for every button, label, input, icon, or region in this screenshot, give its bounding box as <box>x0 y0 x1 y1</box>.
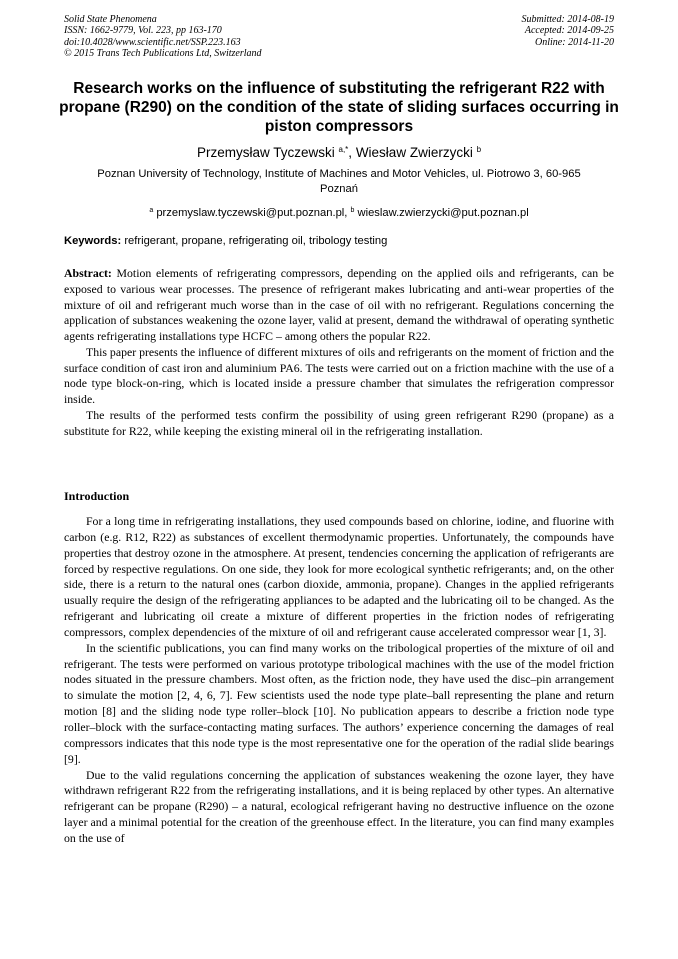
author-1-mark: a,* <box>338 145 349 154</box>
introduction-paragraph-1: For a long time in refrigerating installations, they used compounds based on chlorine, iodine, and fluorine with carbon (e.g. R12, R22) as substances of excellent thermodynamic properties. Unfortunately, the compounds have properties that destroy ozone in the atmosphere. At present, tendencies concerning the application of refrigerants are forced by respective regulations. On one side, they look for more ecological synthetic refrigerants; and, on the other side, there is a return to the natural ones (carbon dioxide, ammonia, propane). Changes in the applied refrigerants usually require the design of the refrigerating appliances to be adapted and the lubricating oil to be changed. As the refrigerant and lubricating oil create a mixture of different properties in the friction nodes of refrigerating compressors, complex dependencies of the mixture of oil and refrigerant cause accelerated compressor wear [1, 3]. <box>64 514 614 639</box>
journal-info <box>64 14 262 59</box>
keywords <box>64 234 614 248</box>
introduction-paragraph-3: Due to the valid regulations concerning the application of substances weakening the ozone layer, they have withdrawn refrigerant R22 from the refrigerating installations, and it is being replaced by other types. An alternative refrigerant can be propane (R290) – a natural, ecological refrigerant having no destructive influence on the ozone layer and a minimal potential for the creation of the greenhouse effect. In the literature, you can find many examples on the use of <box>64 767 614 845</box>
email-a: przemyslaw.tyczewski@put.poznan.pl, <box>156 207 348 219</box>
journal-doi: doi:10.4028/www.scientific.net/SSP.223.163 <box>64 36 241 48</box>
abstract-paragraph-2: This paper presents the influence of different mixtures of oils and refrigerants on the moment of friction and the surface condition of cast iron and aluminium PA6. The tests were carried out on a friction machine with the use of a node type block-on-ring, which is located inside a pressure chamber that simulates the refrigeration compressor inside. <box>64 344 614 406</box>
journal-issn: ISSN: 1662-9779, Vol. 223, pp 163-170 <box>64 25 222 37</box>
abstract-text-1: Motion elements of refrigerating compressors, depending on the applied oils and refrigerants, can be exposed to various wear processes. The presence of refrigerant makes lubricating and anti-wear properties of the mixture of oil and refrigerant much worse than in the case of oil with no refrigerant. Regulations concerning the application of substances weakening the ozone layer, valid at present, demand the withdrawal of operating synthetic agents refrigerating installations type HCFC – among others the popular R22. <box>64 266 614 343</box>
author-emails <box>40 204 638 220</box>
paper-title: Research works on the influence of substituting the refrigerant R22 with propane (R290) on the condition of the state of sliding surfaces occurring in piston compressors <box>59 80 619 135</box>
online-date: Online: 2014-11-20 <box>535 36 614 48</box>
accepted-date: Accepted: 2014-09-25 <box>524 25 614 37</box>
abstract-label: Abstract: <box>64 266 112 280</box>
introduction-body <box>64 514 614 847</box>
author-2: Wiesław Zwierzycki <box>355 145 473 160</box>
introduction-paragraph-2: In the scientific publications, you can find many works on the tribological properties of the mixture of oil and refrigerant. The tests were performed on various prototype tribological machines with the use of the model friction nodes situated in the pressure chambers. Most often, as the friction node, they have used the disc–pin arrangement to simulate the motion [2, 4, 6, 7]. Few scientists used the node type plate–ball representing the plane and return motion [8] and the sliding node type roller–block [10]. No publication appears to describe a friction node type roller–block with the surface-contacting mating surfaces. The authors’ experience concerning the damages of real compressors indicates that this node type is the most representative one for the operation of the radial slide bearings [9]. <box>64 640 614 766</box>
submitted-date: Submitted: 2014-08-19 <box>521 14 614 25</box>
abstract-paragraph-1 <box>64 266 614 345</box>
email-b: wieslaw.zwierzycki@put.poznan.pl <box>357 207 529 219</box>
keywords-text: refrigerant, propane, refrigerating oil, tribology testing <box>124 235 388 247</box>
email-b-mark: b <box>350 207 355 214</box>
abstract-paragraph-3: The results of the performed tests confirm the possibility of using green refrigerant R290 (propane) as a substitute for R22, while keeping the existing mineral oil in the refrigerating installation. <box>64 407 614 438</box>
author-separator: , <box>348 145 356 160</box>
author-2-mark: b <box>476 145 482 154</box>
abstract <box>64 266 614 439</box>
journal-copyright: © 2015 Trans Tech Publications Ltd, Switzerland <box>64 47 262 59</box>
introduction-heading: Introduction <box>64 489 130 503</box>
author-1: Przemysław Tyczewski <box>196 145 335 160</box>
authors-line <box>40 141 638 161</box>
email-a-mark: a <box>149 207 154 214</box>
affiliation: Poznan University of Technology, Institute of Machines and Motor Vehicles, ul. Piotrowo 3, 60-965 Poznań <box>97 168 581 195</box>
submission-dates <box>522 14 615 48</box>
keywords-label: Keywords: <box>64 235 122 247</box>
journal-name: Solid State Phenomena <box>64 14 157 25</box>
